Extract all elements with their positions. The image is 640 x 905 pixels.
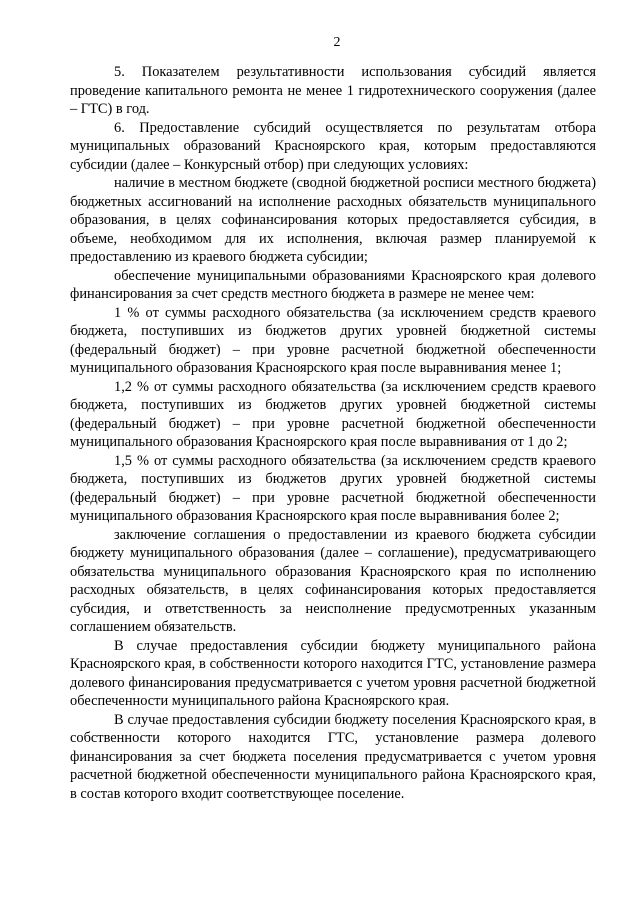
page-number: 2 [333,35,341,50]
paragraph-10: В случае предоставления субсидии бюджету поселения Красноярского края, в собственности которого находится ГТС, установление размера долевого финансирования за счет бюджета поселения предусматривается с учетом уровня расчетной бюджетной обеспеченности муниципального района Красноярского края, в состав которого входит соответствующее поселение. [70,711,596,802]
paragraph-3: наличие в местном бюджете (сводной бюджетной росписи местного бюджета) бюджетных ассигнований на исполнение расходных обязательств муниципального образования, в целях софинансирования которых предоставляется субсидия, в объеме, необходимом для их исполнения, включая размер планируемой к предоставлению из краевого бюджета субсидии; [70,175,596,265]
paragraph-1: 5. Показателем результативности использования субсидий является проведение капитального ремонта не менее 1 гидротехнического сооружения (далее – ГТС) в год. [70,64,596,117]
paragraph-8: заключение соглашения о предоставлении из краевого бюджета субсидии бюджету муниципального образования (далее – соглашение), предусматривающего обязательства муниципального образования Красноярского края по исполнению расходных обязательств, в целях софинансирования которых предоставляется субсидия, и ответственность за неисполнение предусмотренных указанным соглашением обязательств. [70,526,596,635]
paragraph-4: обеспечение муниципальными образованиями Красноярского края долевого финансирования за счет средств местного бюджета в размере не менее чем: [70,267,596,302]
paragraph-9: В случае предоставления субсидии бюджету муниципального района Красноярского края, в собственности которого находится ГТС, установление размера долевого финансирования предусматривается с учетом уровня расчетной бюджетной обеспеченности муниципального района Красноярского края. [70,637,596,709]
paragraph-5: 1 % от суммы расходного обязательства (за исключением средств краевого бюджета, поступивших из бюджетов других уровней бюджетной системы (федеральный бюджет) – при уровне расчетной бюджетной обеспеченности муниципального образования Красноярского края после выравнивания менее 1; [70,304,596,376]
paragraph-6: 1,2 % от суммы расходного обязательства (за исключением средств краевого бюджета, поступивших из бюджетов других уровней бюджетной системы (федеральный бюджет) – при уровне расчетной бюджетной обеспеченности муниципального образования Красноярского края после выравнивания от 1 до 2; [70,378,596,450]
document-body [70,63,596,803]
paragraph-2: 6. Предоставление субсидий осуществляется по результатам отбора муниципальных образований Красноярского края, которым предоставляются субсидии (далее – Конкурсный отбор) при следующих условиях: [70,119,596,173]
paragraph-7: 1,5 % от суммы расходного обязательства (за исключением средств краевого бюджета, поступивших из бюджетов других уровней бюджетной системы (федеральный бюджет) – при уровне расчетной бюджетной обеспеченности муниципального образования Красноярского края после выравнивания более 2; [70,452,596,524]
